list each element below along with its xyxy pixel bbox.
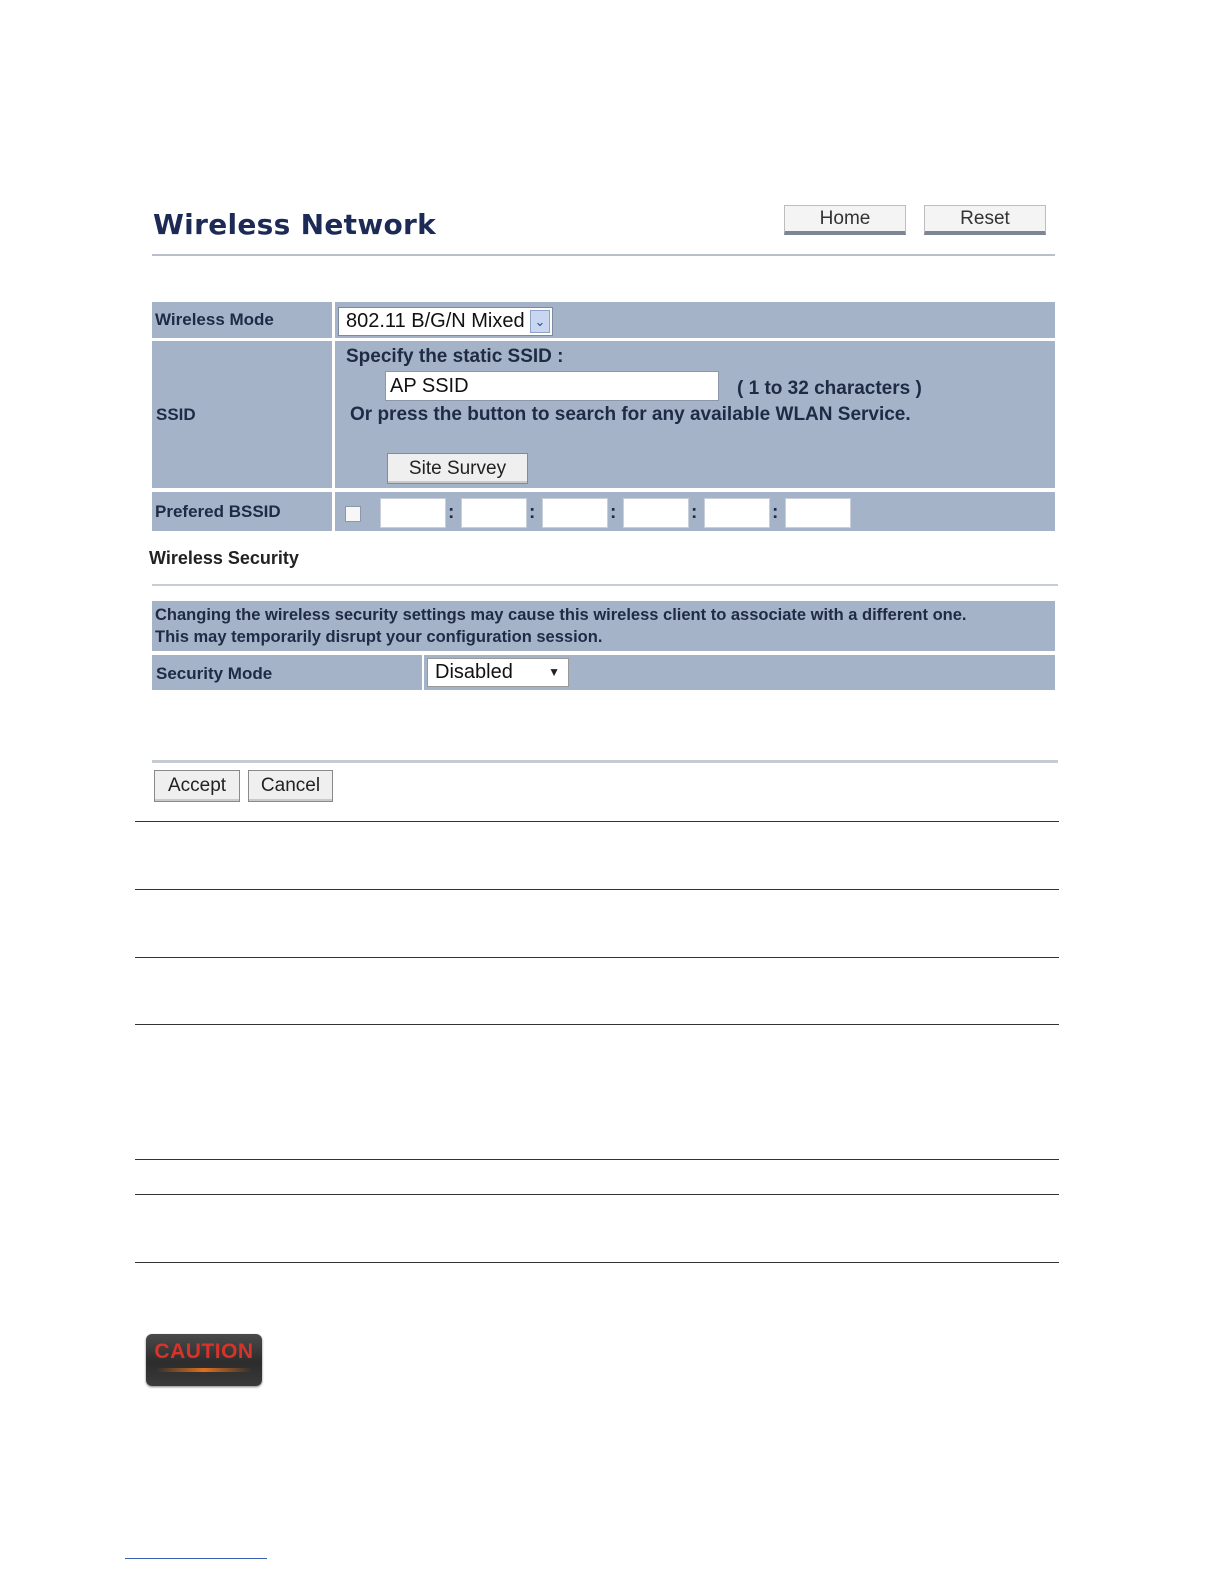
caret-down-icon: ▼ — [548, 665, 560, 679]
wireless-mode-select[interactable] — [338, 307, 553, 336]
bssid-separator: : — [691, 502, 698, 523]
caution-badge — [146, 1334, 262, 1386]
security-warning-cell — [152, 601, 1055, 651]
table-rule — [135, 821, 1059, 822]
reset-button[interactable]: Reset — [924, 205, 1046, 235]
bssid-octet-2[interactable] — [461, 498, 527, 528]
bssid-octet-5[interactable] — [704, 498, 770, 528]
table-rule — [135, 1262, 1059, 1263]
wireless-mode-selected: 802.11 B/G/N Mixed — [346, 310, 525, 332]
bssid-octet-1[interactable] — [380, 498, 446, 528]
security-warning-line-2: This may temporarily disrupt your configuration session. — [155, 628, 603, 646]
ssid-label-cell — [152, 341, 332, 488]
table-rule — [135, 1194, 1059, 1195]
bssid-separator: : — [772, 502, 779, 523]
bssid-separator: : — [448, 502, 455, 523]
bssid-separator: : — [610, 502, 617, 523]
cancel-button[interactable]: Cancel — [248, 770, 333, 802]
ssid-input[interactable]: AP SSID — [385, 371, 719, 401]
footnote-divider — [125, 1558, 267, 1559]
table-rule — [135, 1159, 1059, 1160]
ssid-or-text: Or press the button to search for any available WLAN Service. — [350, 404, 911, 425]
bssid-label-cell — [152, 492, 332, 531]
wireless-mode-label-cell — [152, 302, 332, 338]
security-warning-line-1: Changing the wireless security settings may cause this wireless client to associate with a different one. — [155, 606, 967, 624]
table-rule — [135, 889, 1059, 890]
ssid-label: SSID — [156, 405, 196, 424]
bssid-octet-3[interactable] — [542, 498, 608, 528]
security-mode-selected: Disabled — [435, 661, 513, 683]
site-survey-button[interactable]: Site Survey — [387, 453, 528, 484]
table-rule — [135, 1024, 1059, 1025]
bssid-checkbox[interactable] — [345, 506, 361, 522]
chevron-down-icon: ⌄ — [530, 310, 550, 333]
wireless-security-heading: Wireless Security — [149, 548, 299, 568]
home-button[interactable]: Home — [784, 205, 906, 235]
ssid-specify-text: Specify the static SSID : — [346, 346, 564, 367]
bssid-octet-4[interactable] — [623, 498, 689, 528]
page-title: Wireless Network — [153, 208, 437, 241]
caution-text: CAUTION — [154, 1340, 254, 1363]
security-mode-label-cell — [152, 655, 422, 690]
security-mode-label: Security Mode — [156, 664, 273, 683]
wireless-mode-label: Wireless Mode — [155, 310, 274, 329]
security-divider — [152, 584, 1058, 586]
bssid-octet-6[interactable] — [785, 498, 851, 528]
caution-glow — [156, 1368, 252, 1372]
bssid-label: Prefered BSSID — [155, 502, 281, 521]
accept-button[interactable]: Accept — [154, 770, 240, 802]
table-rule — [135, 957, 1059, 958]
title-divider — [152, 254, 1055, 256]
actions-divider — [152, 760, 1058, 763]
bssid-separator: : — [529, 502, 536, 523]
ssid-length-hint: ( 1 to 32 characters ) — [737, 378, 922, 399]
security-mode-select[interactable] — [427, 658, 569, 687]
